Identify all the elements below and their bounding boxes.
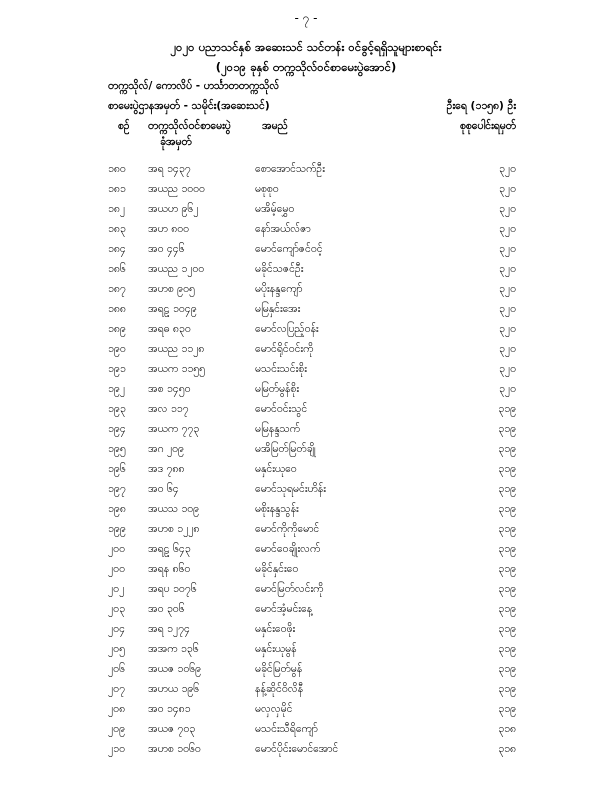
roll-number: အရန ၈၆၀ xyxy=(148,563,191,575)
total-marks: ၃၂၀ xyxy=(499,243,516,255)
roll-number: အယက ၁၁၅၅ xyxy=(148,363,206,375)
table-row xyxy=(0,523,612,543)
table-row xyxy=(0,723,612,743)
total-marks: ၃၁၉ xyxy=(498,663,516,675)
roll-number: အဟစ ၁၀၆၀ xyxy=(148,743,201,755)
student-name: မသင်းသင်းစိုး xyxy=(255,363,307,375)
table-row xyxy=(0,343,612,363)
row-number: ၂၀၀ xyxy=(108,563,125,575)
total-marks: ၃၁၉ xyxy=(498,583,516,595)
roll-number: အယဇ ၁၀၆၉ xyxy=(148,663,202,675)
student-name: မစိုးနန္ဒသွန်း xyxy=(255,503,299,515)
student-name: မနှင်းယုဝေ xyxy=(255,463,297,475)
total-marks: ၃၂၀ xyxy=(499,383,516,395)
roll-number: အရဠ ၆၄၃ xyxy=(148,543,191,555)
total-marks: ၃၁၉ xyxy=(498,623,516,635)
roll-number: အရဓ ၈၃၀ xyxy=(148,323,191,335)
student-name: မပိုးနန္ဒကျော် xyxy=(255,283,303,295)
roll-number: အဟစ ၁၂၂၈ xyxy=(148,523,200,535)
student-name: မနှင်းဝေဖိုး xyxy=(255,623,296,635)
student-name: မောင်သုရမင်းဟိန်း xyxy=(255,483,326,495)
university-line: တက္ကသိုလ်/ ကောလိပ် - ဟင်္သာတတက္ကသိုလ် xyxy=(108,80,280,92)
total-marks: ၃၁၉ xyxy=(498,543,516,555)
row-number: ၁၈၄ xyxy=(108,243,126,255)
roll-number: အယည ၁၂၀၀ xyxy=(148,263,205,275)
student-name: စောအောင်သက်ဦး xyxy=(255,163,325,175)
student-name: မအိမ့်မွှေဝ xyxy=(255,203,295,215)
total-marks: ၃၂၀ xyxy=(499,163,516,175)
document-title: ၂၀၂၀ ပညာသင်နှစ် အဆေးသင် သင်တန်း ဝင်ခွင့်ရရှိသူများစာရင်း xyxy=(170,40,442,54)
total-marks: ၃၁၉ xyxy=(498,523,516,535)
row-number: ၁၈၈ xyxy=(108,303,126,315)
row-number: ၁၉၅ xyxy=(108,443,126,455)
total-marks: ၃၂၀ xyxy=(499,323,516,335)
total-marks: ၃၂၀ xyxy=(499,223,516,235)
table-row xyxy=(0,423,612,443)
roll-number: အစ ၁၄၅၀ xyxy=(148,383,191,395)
total-marks: ၃၁၉ xyxy=(498,563,516,575)
student-name: မမြတ်မွန်စိုး xyxy=(255,383,299,395)
row-number: ၁၉၉ xyxy=(108,523,126,535)
student-name: မောင်မြတ်လင်းကို xyxy=(255,583,324,595)
student-name: မခိုင်သဇင်ဦး xyxy=(255,263,304,275)
roll-number: အဟယ ၁၉၆ xyxy=(148,683,200,695)
roll-number: အဟစ ၉၀၅ xyxy=(148,283,195,295)
total-marks: ၃၂၀ xyxy=(499,303,516,315)
roll-number: အအက ၁၃၆ xyxy=(148,643,199,655)
total-marks: ၃၂၀ xyxy=(499,363,516,375)
total-marks: ၃၁၉ xyxy=(498,463,516,475)
roll-number: အယက ၇၇၃ xyxy=(148,423,200,435)
row-number: ၂၀၃ xyxy=(108,603,125,615)
student-name: မောင်ရိုင်ဝင်းကို xyxy=(255,343,314,355)
student-name: မခိုင်နှင်းဝေ xyxy=(255,563,299,575)
table-row xyxy=(0,643,612,663)
total-marks: ၃၁၉ xyxy=(498,443,516,455)
student-name: မစုစုဝ xyxy=(255,183,279,195)
table-row xyxy=(0,503,612,523)
row-number: ၂၁၀ xyxy=(108,743,125,755)
roll-number: အဝ ၃၀၆ xyxy=(148,603,185,615)
total-marks: ၃၁၉ xyxy=(498,643,516,655)
header-name: အမည် xyxy=(262,120,288,132)
header-roll: တက္ကသိုလ်ဝင်စာမေးပွဲ xyxy=(148,120,231,132)
total-marks: ၃၂၀ xyxy=(499,203,516,215)
roll-number: အရဠ ၁၀၄၉ xyxy=(148,303,197,315)
table-row xyxy=(0,243,612,263)
table-row xyxy=(0,703,612,723)
row-number: ၁၈၉ xyxy=(108,323,126,335)
table-row xyxy=(0,303,612,323)
student-name: မမြနှင်းအေး xyxy=(255,303,301,315)
total-marks: ၃၂၀ xyxy=(499,183,516,195)
row-number: ၁၉၁ xyxy=(108,363,126,375)
student-name: နန့်ဆိုင်ဝိလိနီ xyxy=(255,683,304,695)
roll-number: အဟ ၈၀၀ xyxy=(148,223,190,235)
student-name: မောင်ကိုကိုမောင် xyxy=(255,523,320,535)
student-name: နော်အယ်လ်ဇာ xyxy=(255,223,311,235)
row-number: ၁၉၃ xyxy=(108,403,126,415)
table-row xyxy=(0,683,612,703)
total-marks: ၃၂၀ xyxy=(499,343,516,355)
total-marks: ၃၁၉ xyxy=(498,603,516,615)
table-row xyxy=(0,563,612,583)
table-row xyxy=(0,543,612,563)
student-name: မောင်ကျော်ဇင်ဝင့် xyxy=(255,243,323,255)
table-row xyxy=(0,403,612,423)
student-name: မောင်ပိုင်းမောင်အောင် xyxy=(255,743,339,755)
total-marks: ၃၁၈ xyxy=(498,723,516,735)
total-marks: ၃၁၉ xyxy=(498,683,516,695)
document-subtitle: (၂၀၁၉ ခုနှစ် တက္ကသိုလ်ဝင်စာမေးပွဲအောင်) xyxy=(215,60,397,74)
roll-number: အရပ ၁၀၇၆ xyxy=(148,583,197,595)
total-marks: ၃၁၉ xyxy=(498,423,516,435)
table-row xyxy=(0,283,612,303)
total-marks: ၃၁၉ xyxy=(498,483,516,495)
table-row xyxy=(0,223,612,243)
row-number: ၁၉၂ xyxy=(108,383,125,395)
student-name: မောင်အံ့မင်းနေ့ xyxy=(255,603,313,615)
roll-number: အယည ၁၀၀၀ xyxy=(148,183,205,195)
row-number: ၂၀၉ xyxy=(108,723,125,735)
roll-number: အလ ၁၁၇ xyxy=(148,403,189,415)
total-marks: ၃၁၈ xyxy=(498,743,516,755)
total-marks: ၃၁၉ xyxy=(498,403,516,415)
table-row xyxy=(0,483,612,503)
row-number: ၁၈၆ xyxy=(108,263,126,275)
row-number: ၁၈၀ xyxy=(108,163,126,175)
roll-number: အဂ ၂၀၉ xyxy=(148,443,184,455)
roll-number: အဝ ၆၄ xyxy=(148,483,179,495)
roll-number: အယဟ ၉၆၂ xyxy=(148,203,199,215)
table-row xyxy=(0,443,612,463)
roll-number: အဒ ၇၈၈ xyxy=(148,463,185,475)
table-row xyxy=(0,323,612,343)
student-name: မလှလှမိုင် xyxy=(255,703,293,715)
row-number: ၂၀၂ xyxy=(108,583,125,595)
roll-number: အယည ၁၁၂၈ xyxy=(148,343,205,355)
row-number: ၁၈၇ xyxy=(108,283,126,295)
student-name: မနှင်းယုမွန် xyxy=(255,643,297,655)
table-row xyxy=(0,183,612,203)
student-name: မခိုင်မြတ်မွန် xyxy=(255,663,303,675)
student-name: မောင်လပြည့်ဝန်း xyxy=(255,323,319,335)
row-number: ၂၀၅ xyxy=(108,643,125,655)
table-row xyxy=(0,263,612,283)
student-name: မသင်းသီရိကျော် xyxy=(255,723,318,735)
row-number: ၂၀၈ xyxy=(108,703,126,715)
roll-number: အဝ ၄၄၆ xyxy=(148,243,185,255)
total-marks: ၃၂၀ xyxy=(499,263,516,275)
header-roll-line2: ခုံအမှတ် xyxy=(160,136,192,148)
row-number: ၁၉၄ xyxy=(108,423,126,435)
table-row xyxy=(0,383,612,403)
header-marks: စုစုပေါင်းရမှတ် xyxy=(459,120,516,132)
student-name: မအိမြတ်မြတ်ချို xyxy=(255,443,316,455)
table-row xyxy=(0,743,612,763)
table-row xyxy=(0,623,612,643)
exam-center-line: စာမေးပွဲဌာနအမှတ် - သမိုင်း(အဆေးသင်) xyxy=(108,100,270,112)
total-marks: ၃၁၉ xyxy=(498,503,516,515)
row-number: ၁၈၂ xyxy=(108,203,126,215)
total-marks: ၃၁၉ xyxy=(498,703,516,715)
row-number: ၁၈၃ xyxy=(108,223,126,235)
row-number: ၂၀၆ xyxy=(108,663,125,675)
table-row xyxy=(0,363,612,383)
row-number: ၂၀၀ xyxy=(108,543,125,555)
page-number: - ၇ - xyxy=(294,11,318,25)
header-no: စဉ် xyxy=(118,120,130,132)
row-number: ၂၀၇ xyxy=(108,683,125,695)
row-number: ၁၉၈ xyxy=(108,503,126,515)
table-row xyxy=(0,463,612,483)
total-marks: ၃၂၀ xyxy=(499,283,516,295)
row-number: ၁၉၀ xyxy=(108,343,126,355)
roll-number: အယသ ၁၀၉ xyxy=(148,503,200,515)
table-row xyxy=(0,603,612,623)
roll-number: အယဇ ၇၀၃ xyxy=(148,723,196,735)
roll-number: အရ ၁၂၇၄ xyxy=(148,623,190,635)
table-row xyxy=(0,203,612,223)
table-row xyxy=(0,663,612,683)
table-row xyxy=(0,583,612,603)
roll-number: အရ ၁၄၃၇ xyxy=(148,163,191,175)
row-number: ၁၈၁ xyxy=(108,183,126,195)
row-number: ၁၉၇ xyxy=(108,483,126,495)
row-number: ၁၉၆ xyxy=(108,463,126,475)
row-number: ၂၀၄ xyxy=(108,623,125,635)
student-name: မောင်ဝေချိုးလက် xyxy=(255,543,321,555)
student-name: မမြနန္ဒသက် xyxy=(255,423,301,435)
student-name: မောင်ဝင်းသွင် xyxy=(255,403,308,415)
roll-number: အဝ ၁၄၈၁ xyxy=(148,703,191,715)
total-count-label: ဦးရေ (၁၁၅၈) ဦး xyxy=(446,100,516,112)
table-row xyxy=(0,163,612,183)
